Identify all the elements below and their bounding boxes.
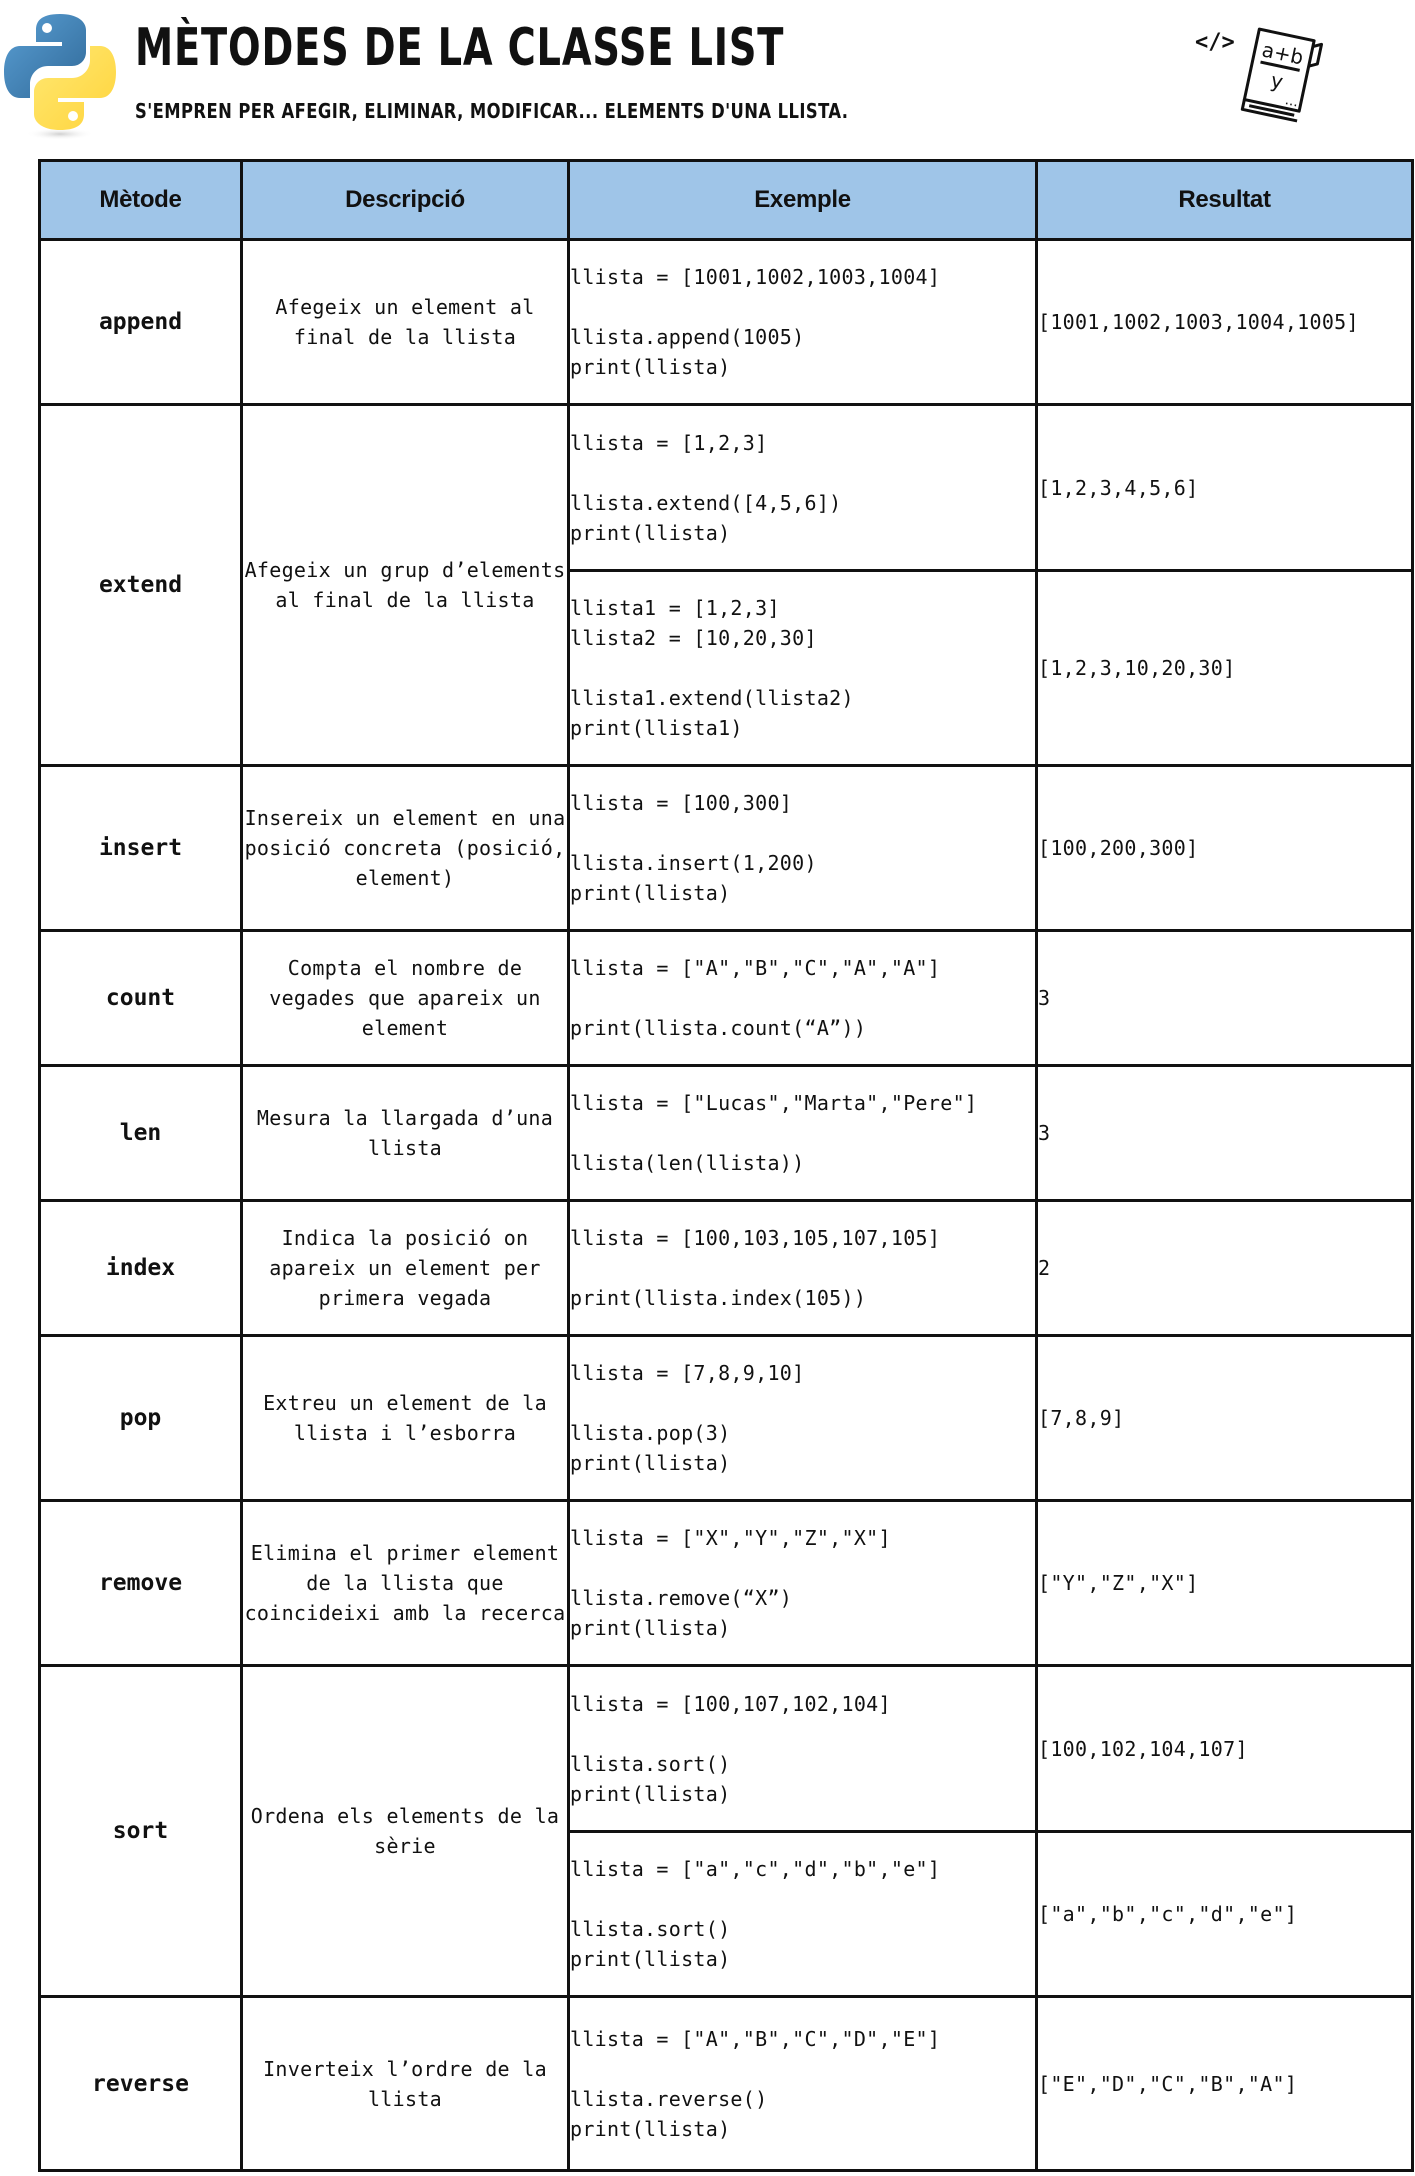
- code-line: llista = [100,107,102,104]: [570, 1691, 891, 1716]
- code-line: [570, 1884, 1035, 1914]
- code-example: [569, 240, 1037, 405]
- code-line: llista = [1,2,3]: [570, 430, 768, 455]
- code-line: [570, 2054, 1035, 2084]
- code-line: llista.append(1005): [570, 325, 805, 349]
- code-line: [570, 458, 1035, 488]
- method-name: count: [40, 931, 242, 1066]
- method-description: Inverteix l’ordre de la llista: [242, 1997, 569, 2171]
- method-name: reverse: [40, 1997, 242, 2171]
- code-line: llista.sort(): [570, 1751, 731, 1776]
- code-line: print(llista): [570, 1616, 731, 1640]
- table-body: [40, 240, 1413, 2171]
- page-title: MÈTODES DE LA CLASSE LIST: [135, 18, 785, 78]
- table-row: [40, 1666, 1413, 1832]
- code-line: llista = ["A","B","C","A","A"]: [570, 956, 941, 980]
- code-line: print(llista): [570, 881, 731, 905]
- table-row: [40, 1997, 1413, 2171]
- code-line: llista = ["X","Y","Z","X"]: [570, 1526, 891, 1550]
- code-line: llista.reverse(): [570, 2086, 768, 2111]
- example-result: [7,8,9]: [1037, 1336, 1413, 1501]
- table-row: [40, 1201, 1413, 1336]
- code-line: llista.sort(): [570, 1917, 731, 1941]
- code-line: [570, 292, 1035, 322]
- example-result: [100,200,300]: [1037, 766, 1413, 931]
- method-name: sort: [40, 1666, 242, 1997]
- code-line: print(llista): [570, 1781, 731, 1806]
- code-example: [569, 571, 1037, 766]
- code-line: print(llista1): [570, 716, 743, 740]
- code-line: print(llista.count(“A”)): [570, 1016, 867, 1040]
- method-name: remove: [40, 1501, 242, 1666]
- method-name: insert: [40, 766, 242, 931]
- code-line: llista = ["a","c","d","b","e"]: [570, 1857, 941, 1881]
- method-name: extend: [40, 405, 242, 766]
- method-name: pop: [40, 1336, 242, 1501]
- code-example: [569, 1066, 1037, 1201]
- method-description: Afegeix un grup d’elements al final de la llista: [242, 405, 569, 766]
- method-name: len: [40, 1066, 242, 1201]
- code-line: [570, 1388, 1035, 1418]
- code-line: llista = [1001,1002,1003,1004]: [570, 265, 941, 289]
- table-row: [40, 1066, 1413, 1201]
- example-result: ["a","b","c","d","e"]: [1037, 1832, 1413, 1997]
- code-line: [570, 983, 1035, 1013]
- code-line: llista2 = [10,20,30]: [570, 626, 817, 650]
- code-tag-icon: </>: [1195, 30, 1235, 55]
- code-line: llista = ["Lucas","Marta","Pere"]: [570, 1091, 978, 1115]
- code-line: print(llista.index(105)): [570, 1286, 867, 1310]
- example-result: ["E","D","C","B","A"]: [1037, 1997, 1413, 2171]
- table-row: [40, 240, 1413, 405]
- code-line: [570, 1253, 1035, 1283]
- table-row: [40, 405, 1413, 571]
- code-line: print(llista): [570, 355, 731, 379]
- method-description: Indica la posició on apareix un element per primera vegada: [242, 1201, 569, 1336]
- book-dots: ...: [1283, 92, 1300, 111]
- code-line: llista1.extend(llista2): [570, 686, 854, 710]
- code-line: [570, 1719, 1035, 1749]
- code-example: [569, 1666, 1037, 1832]
- code-line: llista1 = [1,2,3]: [570, 596, 780, 620]
- example-result: [1,2,3,10,20,30]: [1037, 571, 1413, 766]
- code-line: print(llista): [570, 2116, 731, 2141]
- method-description: Afegeix un element al final de la llista: [242, 240, 569, 405]
- example-result: 3: [1037, 1066, 1413, 1201]
- table-row: [40, 1336, 1413, 1501]
- code-line: print(llista): [570, 520, 731, 545]
- code-line: llista = [100,300]: [570, 791, 793, 815]
- python-logo-icon: [2, 12, 118, 142]
- table-row: [40, 1501, 1413, 1666]
- example-result: [1,2,3,4,5,6]: [1037, 405, 1413, 571]
- method-description: Insereix un element en una posició concreta (posició, element): [242, 766, 569, 931]
- code-example: [569, 766, 1037, 931]
- method-description: Elimina el primer element de la llista que coincideixi amb la recerca: [242, 1501, 569, 1666]
- code-line: llista = ["A","B","C","D","E"]: [570, 2026, 941, 2051]
- example-result: ["Y","Z","X"]: [1037, 1501, 1413, 1666]
- code-line: [570, 818, 1035, 848]
- code-example: [569, 1832, 1037, 1997]
- example-result: [100,102,104,107]: [1037, 1666, 1413, 1832]
- example-result: [1001,1002,1003,1004,1005]: [1037, 240, 1413, 405]
- code-line: llista.insert(1,200): [570, 851, 817, 875]
- column-header-description: Descripció: [242, 161, 569, 240]
- code-line: llista.pop(3): [570, 1421, 731, 1445]
- column-header-example: Exemple: [569, 161, 1037, 240]
- code-line: [570, 1118, 1035, 1148]
- example-result: 2: [1037, 1201, 1413, 1336]
- method-description: Mesura la llargada d’una llista: [242, 1066, 569, 1201]
- method-description: Compta el nombre de vegades que apareix un element: [242, 931, 569, 1066]
- code-line: llista.extend([4,5,6]): [570, 490, 842, 515]
- code-line: [570, 653, 1035, 683]
- methods-table: [38, 159, 1414, 2172]
- code-example: [569, 405, 1037, 571]
- method-description: Ordena els elements de la sèrie: [242, 1666, 569, 1997]
- column-header-result: Resultat: [1037, 161, 1413, 240]
- example-result: 3: [1037, 931, 1413, 1066]
- code-line: llista(len(llista)): [570, 1151, 805, 1175]
- method-description: Extreu un element de la llista i l’esborra: [242, 1336, 569, 1501]
- table-row: [40, 931, 1413, 1066]
- code-example: [569, 1997, 1037, 2171]
- method-name: append: [40, 240, 242, 405]
- book-formula-bottom: y: [1268, 67, 1286, 94]
- code-example: [569, 931, 1037, 1066]
- page-subtitle: S'EMPREN PER AFEGIR, ELIMINAR, MODIFICAR... ELEMENTS D'UNA LLISTA.: [135, 99, 849, 123]
- code-example: [569, 1336, 1037, 1501]
- method-name: index: [40, 1201, 242, 1336]
- code-line: print(llista): [570, 1947, 731, 1971]
- table-header-row: [40, 161, 1413, 240]
- code-example: [569, 1201, 1037, 1336]
- code-line: llista.remove(“X”): [570, 1586, 793, 1610]
- book-formula-top: a+b: [1259, 37, 1306, 70]
- code-line: print(llista): [570, 1451, 731, 1475]
- table-row: [40, 766, 1413, 931]
- code-line: llista = [7,8,9,10]: [570, 1361, 805, 1385]
- column-header-method: Mètode: [40, 161, 242, 240]
- code-line: llista = [100,103,105,107,105]: [570, 1226, 941, 1250]
- code-line: [570, 1553, 1035, 1583]
- code-example: [569, 1501, 1037, 1666]
- math-book-icon: [1228, 26, 1328, 126]
